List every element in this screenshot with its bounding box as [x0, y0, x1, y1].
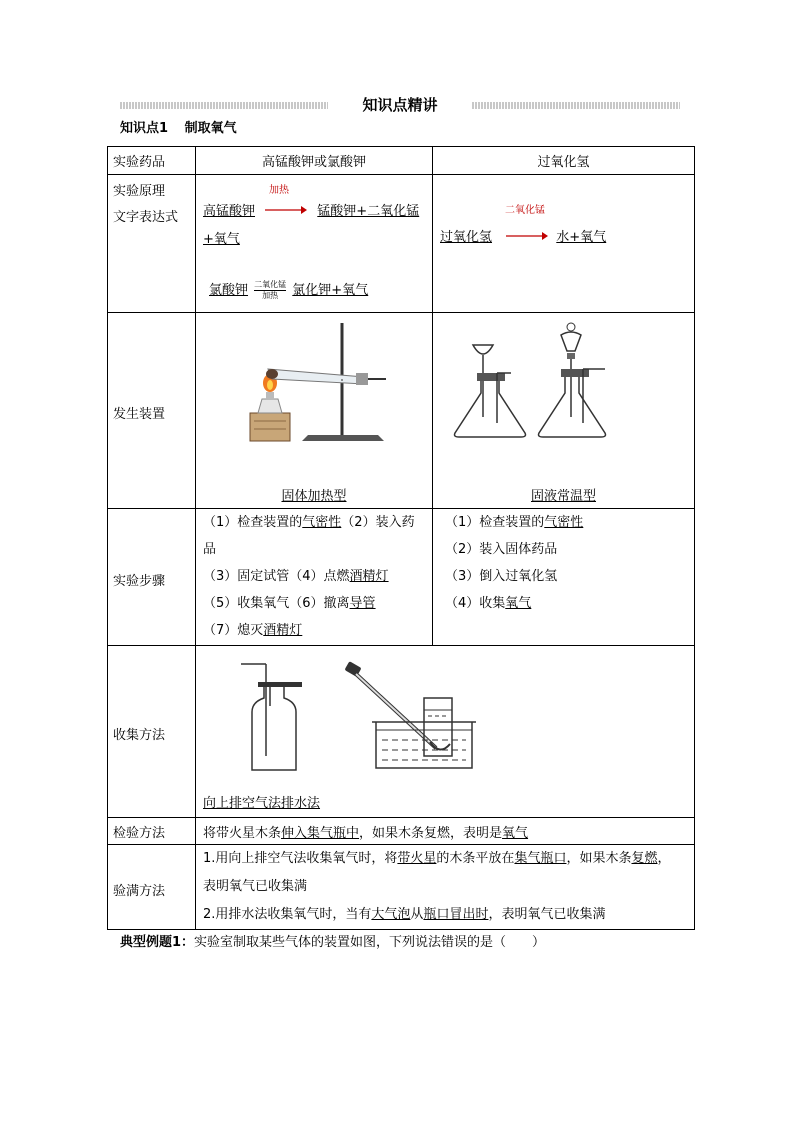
step-line: （5）收集氧气（6）撤离导管: [203, 596, 376, 611]
example-question: [120, 931, 545, 950]
eq2-cond-bottom: 加热: [262, 291, 279, 300]
eq1-right: 锰酸钾+二氧化锰: [317, 204, 420, 219]
solid-heating-apparatus-icon: [196, 313, 432, 509]
step-line: （4）收集氧气: [445, 596, 532, 611]
caption-solid-heating: 固体加热型: [281, 489, 347, 504]
full-cell: [196, 845, 695, 930]
eq2: [209, 279, 368, 301]
eq3-condition: 二氧化锰: [505, 205, 545, 216]
eq2-cond-top: 二氧化锰: [254, 280, 287, 289]
label-principle-1: 实验原理: [113, 184, 166, 199]
title-area: [120, 94, 680, 118]
section-number: 知识点1: [120, 121, 169, 136]
eq2-right: 氯化钾+氧气: [292, 283, 369, 298]
oxygen-table: [107, 146, 695, 930]
eq3-left: 过氧化氢: [440, 230, 493, 245]
eq1-left: 高锰酸钾: [203, 204, 256, 219]
eq3: [440, 226, 606, 245]
step-line: （3）固定试管（4）点燃酒精灯: [203, 569, 389, 584]
step-line: 品: [203, 542, 217, 557]
eq1: [203, 200, 419, 219]
label-collect: 收集方法: [108, 646, 196, 818]
caption-collect: 向上排空气法排水法: [203, 796, 321, 811]
section-name: 制取氧气: [184, 121, 237, 136]
section-heading: [120, 117, 237, 136]
eq1-cont: +氧气: [203, 232, 240, 247]
reaction-arrow-icon: [506, 231, 548, 241]
solid-liquid-apparatus-icon: [433, 313, 694, 509]
step-line: （3）倒入过氧化氢: [445, 569, 558, 584]
row-full: [108, 845, 695, 930]
label-test: 检验方法: [108, 818, 196, 845]
label-principle-2: 文字表达式: [113, 210, 179, 225]
row-steps: [108, 509, 695, 646]
device-col1: [196, 313, 433, 509]
steps-col1: [196, 509, 433, 646]
full-line-2: 表明氧气已收集满: [203, 879, 308, 894]
step-line: （2）装入固体药品: [445, 542, 558, 557]
eq3-right: 水+氧气: [556, 230, 607, 245]
eq2-left: 氯酸钾: [209, 283, 249, 298]
example-text: 实验室制取某些气体的装置如图，下列说法错误的是（ ）: [194, 935, 546, 950]
label-principle: [108, 175, 196, 313]
row-principle: [108, 175, 695, 313]
label-full: 验满方法: [108, 845, 196, 930]
full-line-3: 2.用排水法收集氧气时，当有大气泡从瓶口冒出时，表明氧气已收集满: [203, 907, 606, 922]
collect-cell: [196, 646, 695, 818]
steps-col2: [433, 509, 695, 646]
row-device: [108, 313, 695, 509]
row-drug: [108, 147, 695, 175]
caption-solid-liquid: 固液常温型: [530, 489, 596, 504]
drug-col2: 过氧化氢: [433, 147, 695, 175]
row-collect: [108, 646, 695, 818]
step-line: （1）检查装置的气密性: [445, 515, 584, 530]
example-label: 典型例题1：: [120, 935, 195, 950]
reaction-arrow-icon: [265, 205, 307, 215]
step-line: （7）熄灭酒精灯: [203, 623, 303, 638]
row-test: [108, 818, 695, 845]
device-col2: [433, 313, 695, 509]
label-device: 发生装置: [108, 313, 196, 509]
page-title: 知识点精讲: [362, 96, 438, 114]
drug-col1: 高锰酸钾或氯酸钾: [196, 147, 433, 175]
step-line: （1）检查装置的气密性（2）装入药: [203, 515, 415, 530]
full-line-1: 1.用向上排空气法收集氧气时，将带火星的木条平放在集气瓶口，如果木条复燃，: [203, 851, 671, 866]
label-steps: 实验步骤: [108, 509, 196, 646]
eq2-condition: [254, 280, 286, 301]
principle-col1: [196, 175, 433, 313]
principle-col2: [433, 175, 695, 313]
eq1-condition: 加热: [269, 185, 289, 196]
label-drug: 实验药品: [108, 147, 196, 175]
test-text: 将带火星木条伸入集气瓶中，如果木条复燃，表明是氧气: [196, 818, 695, 845]
